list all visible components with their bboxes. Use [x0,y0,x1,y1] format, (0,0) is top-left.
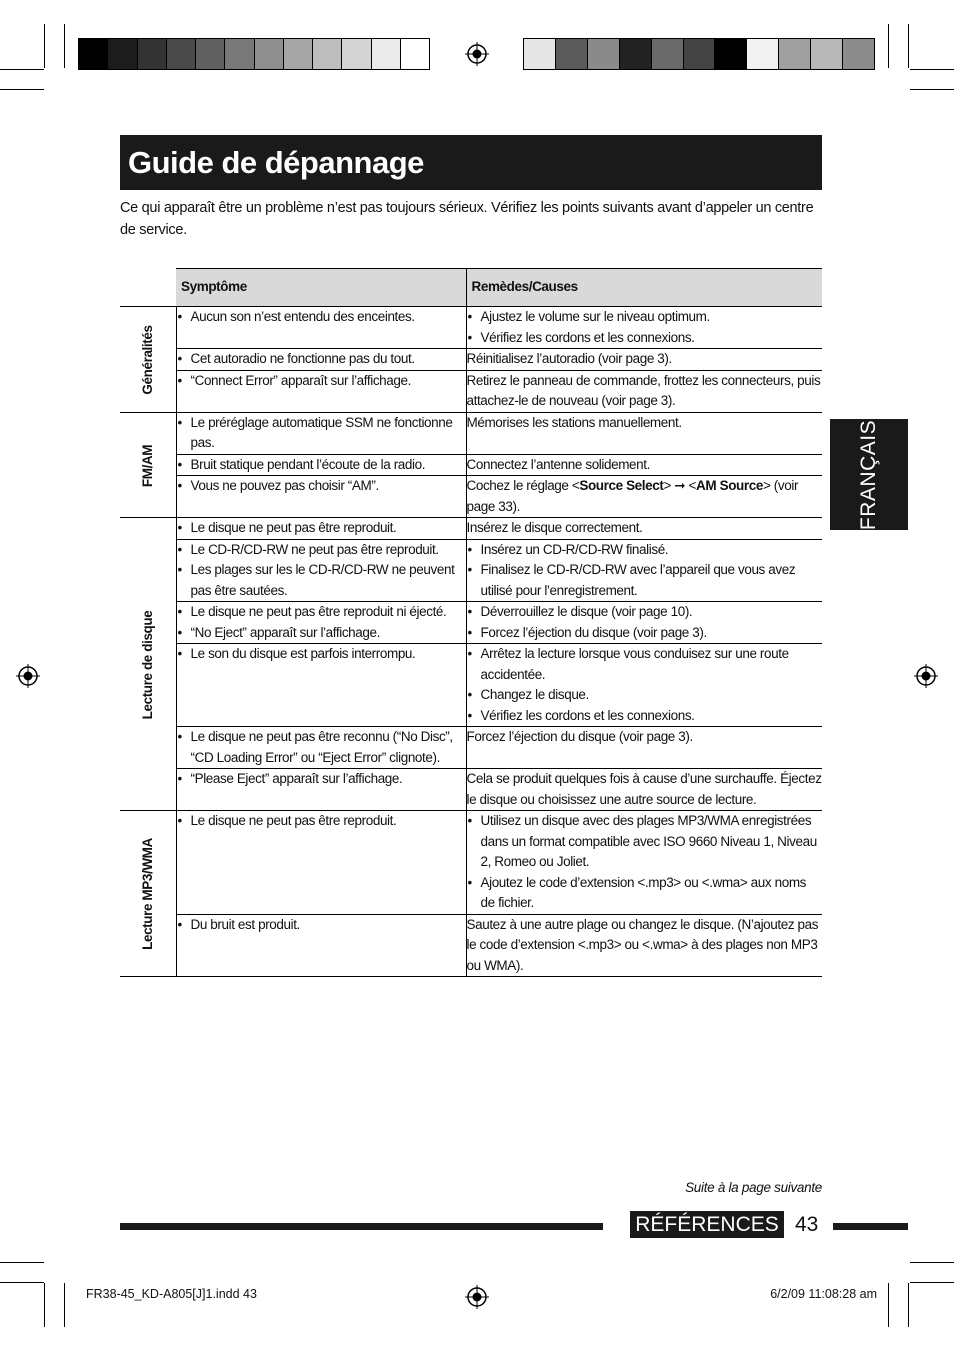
remedy-item: • Vérifiez les cordons et les connexions. [467,706,823,727]
symptom-cell [176,539,466,602]
color-swatch [342,39,371,69]
symptom-item: • Le son du disque est parfois interrompu. [177,644,466,665]
remedy-list [467,540,823,602]
remedy-item: • Changez le disque. [467,685,823,706]
remedy-text: Forcez l’éjection du disque (voir page 3). [466,729,693,744]
symptom-list [177,769,466,790]
imprint-file: FR38-45_KD-A805[J]1.indd 43 [86,1287,257,1301]
color-bar-right [523,38,875,70]
remedy-fragment: Cochez le réglage < [466,478,580,493]
remedy-cell [466,349,822,371]
remedy-cell [466,370,822,412]
remedy-cell [466,454,822,476]
remedy-cell [466,769,822,811]
symptom-list [177,915,466,936]
intro-paragraph: Ce qui apparaît être un problème n’est pas toujours sérieux. Vérifiez les points suivants avant d’appeler un centre de service. [120,200,814,238]
color-swatch [588,39,620,69]
section-label: RÉFÉRENCES [630,1211,784,1238]
symptom-cell [176,602,466,644]
table-row [120,727,822,769]
table-row [120,454,822,476]
remedy-text: Insérez le disque correctement. [466,520,643,535]
table-row [120,518,822,540]
remedy-text: Connectez l’antenne solidement. [466,456,650,472]
table-row [120,602,822,644]
symptom-cell [176,412,466,454]
remedy-item: • Forcez l’éjection du disque (voir page 3). [467,623,823,644]
symptom-cell [176,914,466,977]
table-row [120,914,822,977]
remedy-item: • Arrêtez la lecture lorsque vous conduisez sur une route accidentée. [467,644,823,685]
symptom-item: • Le CD-R/CD-RW ne peut pas être reproduit. [177,540,466,561]
remedy-cell [466,476,822,518]
symptom-list [177,540,466,602]
symptom-item: • Bruit statique pendant l’écoute de la radio. [177,455,466,476]
page-number: 43 [795,1213,819,1236]
remedy-cell [466,914,822,977]
symptom-list [177,349,466,370]
table-row [120,811,822,915]
symptom-cell [176,769,466,811]
remedy-item: • Déverrouillez le disque (voir page 10). [467,602,823,623]
table-row [120,349,822,371]
color-swatch [524,39,556,69]
symptom-item: • Le disque ne peut pas être reproduit ni éjecté. [177,602,466,623]
remedy-cell [466,727,822,769]
remedy-list [467,602,823,643]
remedy-setting-name: Source Select [579,478,664,493]
symptom-item: • Du bruit est produit. [177,915,466,936]
footer-rule-left [120,1223,603,1230]
remedy-cell [466,811,822,915]
symptom-item: • Le disque ne peut pas être reproduit. [177,518,466,539]
color-swatch [843,39,874,69]
color-swatch [652,39,684,69]
color-swatch [138,39,167,69]
color-bar-left [78,38,430,70]
language-tab [830,419,908,530]
symptom-cell [176,727,466,769]
symptom-list [177,644,466,665]
remedy-item: • Utilisez un disque avec des plages MP3/WMA enregistrées dans un format compatible avec ISO 9660 Niveau 1, Niveau 2, Romeo ou Joliet. [467,811,823,873]
symptom-cell [176,370,466,412]
registration-mark-icon [914,664,938,688]
category-label: FM/AM [139,444,155,487]
table-row [120,644,822,727]
symptom-list [177,811,466,832]
remedy-text: Mémorises les stations manuellement. [466,414,682,430]
table-row [120,307,822,349]
table-row [120,412,822,454]
page-title: Guide de dépannage [120,135,822,190]
remedy-fragment: > ➞ < [663,478,697,493]
color-swatch [284,39,313,69]
symptom-list [177,602,466,643]
symptom-item: • Le disque ne peut pas être reproduit. [177,811,466,832]
header-symptom: Symptôme [176,269,466,307]
table-row [120,476,822,518]
category-label: Généralités [139,325,155,395]
symptom-cell [176,307,466,349]
color-swatch [401,39,429,69]
symptom-cell [176,476,466,518]
remedy-setting-name: AM Source [696,478,763,493]
remedy-list [467,811,823,914]
color-swatch [620,39,652,69]
symptom-list [177,518,466,539]
footer-rule-right [833,1223,908,1230]
symptom-cell [176,454,466,476]
symptom-list [177,727,466,768]
symptom-cell [176,644,466,727]
color-swatch [779,39,811,69]
color-swatch [108,39,137,69]
remedy-cell [466,644,822,727]
category-cell [120,811,176,977]
language-tab-label: FRANÇAIS [857,419,880,530]
continued-note: Suite à la page suivante [685,1180,822,1195]
remedy-item: • Ajustez le volume sur le niveau optimum. [467,307,823,328]
table-row [120,769,822,811]
remedy-cell [466,307,822,349]
remedy-item: • Ajoutez le code d’extension <.mp3> ou <.wma> aux noms de fichier. [467,873,823,914]
color-swatch [811,39,843,69]
color-swatch [225,39,254,69]
color-swatch [747,39,779,69]
remedy-cell [466,518,822,540]
color-swatch [79,39,108,69]
symptom-list [177,307,466,328]
remedy-text [467,476,823,517]
remedy-list [467,644,823,726]
symptom-item: • Aucun son n’est entendu des enceintes. [177,307,466,328]
color-swatch [255,39,284,69]
color-swatch [556,39,588,69]
color-swatch [372,39,401,69]
color-swatch [684,39,716,69]
imprint-date: 6/2/09 11:08:28 am [770,1287,877,1301]
color-swatch [167,39,196,69]
remedy-item: • Finalisez le CD-R/CD-RW avec l’appareil que vous avez utilisé pour l’enregistrement. [467,560,823,601]
registration-mark-icon [16,664,40,688]
symptom-list [177,371,466,392]
remedy-item: • Insérez un CD-R/CD-RW finalisé. [467,540,823,561]
symptom-list [177,476,466,497]
symptom-item: • Les plages sur les le CD-R/CD-RW ne peuvent pas être sautées. [177,560,466,601]
remedy-text: Sautez à une autre plage ou changez le disque. (N’ajoutez pas le code d’extension <.mp3> ou <.wma> à des plages non MP3 ou WMA). [466,916,819,973]
remedy-fragment: > (voir page 33). [466,478,799,514]
symptom-item: • Le disque ne peut pas être reconnu (“No Disc”, “CD Loading Error” ou “Eject Error” clignote). [177,727,466,768]
symptom-item: • “Please Eject” apparaît sur l’affichage. [177,769,466,790]
color-swatch [196,39,225,69]
color-swatch [715,39,747,69]
category-label: Lecture MP3/WMA [139,838,155,950]
header-blank [120,269,176,307]
category-cell [120,307,176,413]
remedy-list [467,307,823,348]
color-swatch [313,39,342,69]
symptom-item: • “Connect Error” apparaît sur l’affichage. [177,371,466,392]
remedy-text: Retirez le panneau de commande, frottez les connecteurs, puis attachez-le de nouveau (voir page 3). [466,372,821,408]
category-cell [120,412,176,518]
symptom-list [177,413,466,454]
symptom-cell [176,349,466,371]
remedy-text: Cela se produit quelques fois à cause d’une surchauffe. Éjectez le disque ou choisissez une autre source de lecture. [466,771,822,807]
table-row [120,370,822,412]
symptom-cell [176,518,466,540]
remedy-cell [466,412,822,454]
remedy-cell [466,602,822,644]
header-remedy: Remèdes/Causes [466,269,822,307]
troubleshooting-table [120,268,822,977]
symptom-item: • Vous ne pouvez pas choisir “AM”. [177,476,466,497]
table-header-row [120,269,822,307]
symptom-item: • Le préréglage automatique SSM ne fonctionne pas. [177,413,466,454]
symptom-cell [176,811,466,915]
registration-mark-icon [465,1285,489,1309]
symptom-list [177,455,466,476]
remedy-cell [466,539,822,602]
symptom-item: • Cet autoradio ne fonctionne pas du tout. [177,349,466,370]
category-label: Lecture de disque [139,610,155,719]
symptom-item: • “No Eject” apparaît sur l’affichage. [177,623,466,644]
remedy-text: Réinitialisez l’autoradio (voir page 3). [466,351,672,366]
category-cell [120,518,176,811]
table-row [120,539,822,602]
registration-mark-icon [465,42,489,66]
remedy-item: • Vérifiez les cordons et les connexions. [467,328,823,349]
